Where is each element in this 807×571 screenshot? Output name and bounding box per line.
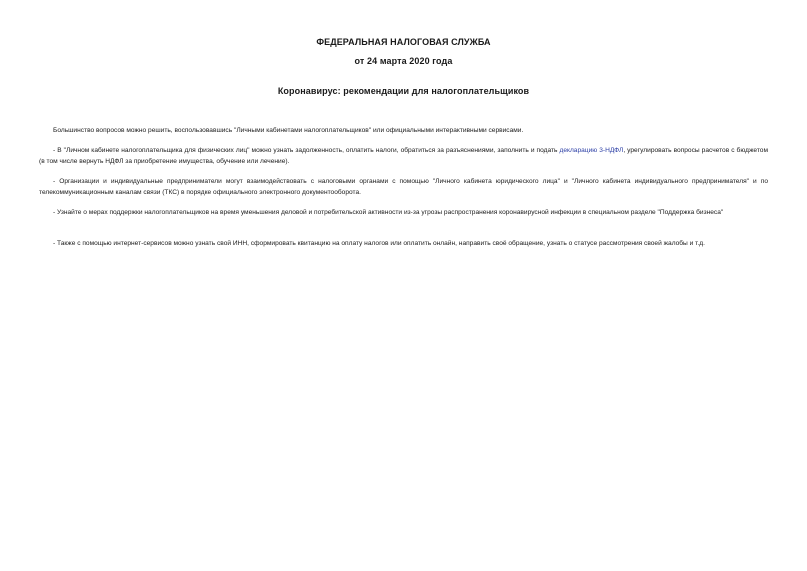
- paragraph-business-support: - Узнайте о мерах поддержки налогоплательщиков на время уменьшения деловой и потребительской активности из-за угрозы распространения коронавирусной инфекции в специальном разделе "Поддержка бизнеса": [53, 209, 724, 216]
- paragraph-personal-cabinet-text-start: - В "Личном кабинете налогоплательщика для физических лиц" можно узнать задолженность, оплатить налоги, обратиться за разъяснениями, заполнить и подать: [53, 147, 560, 154]
- declaration-3ndfl-link[interactable]: декларацию 3-НДФЛ: [559, 147, 624, 154]
- paragraph-personal-cabinet: [39, 146, 768, 167]
- paragraph-organizations: - Организации и индивидуальные предприниматели могут взаимодействовать с налоговыми органами с помощью "Личного кабинета юридического лица" и "Личного кабинета индивидуального предпринимателя" и по телекоммуникационным каналам связи (ТКС) в порядке официального электронного документооборота.: [39, 178, 768, 196]
- paragraph-internet-services: - Также с помощью интернет-сервисов можно узнать свой ИНН, сформировать квитанцию на оплату налогов или оплатить онлайн, направить своё обращение, узнать о статусе рассмотрения своей жалобы и т.д.: [53, 240, 705, 247]
- document-title: Коронавирус: рекомендации для налогоплательщиков: [277, 86, 530, 96]
- agency-heading: ФЕДЕРАЛЬНАЯ НАЛОГОВАЯ СЛУЖБА: [316, 37, 491, 47]
- paragraph-intro: Большинство вопросов можно решить, воспользовавшись "Личными кабинетами налогоплательщиков" или официальными интерактивными сервисами.: [53, 127, 524, 134]
- paragraph-personal-cabinet-text-end: , урегулировать вопросы расчетов с бюджетом (в том числе вернуть НДФЛ за приобретение имущества, обучение или лечение).: [39, 147, 768, 165]
- document-date: от 24 марта 2020 года: [354, 56, 453, 66]
